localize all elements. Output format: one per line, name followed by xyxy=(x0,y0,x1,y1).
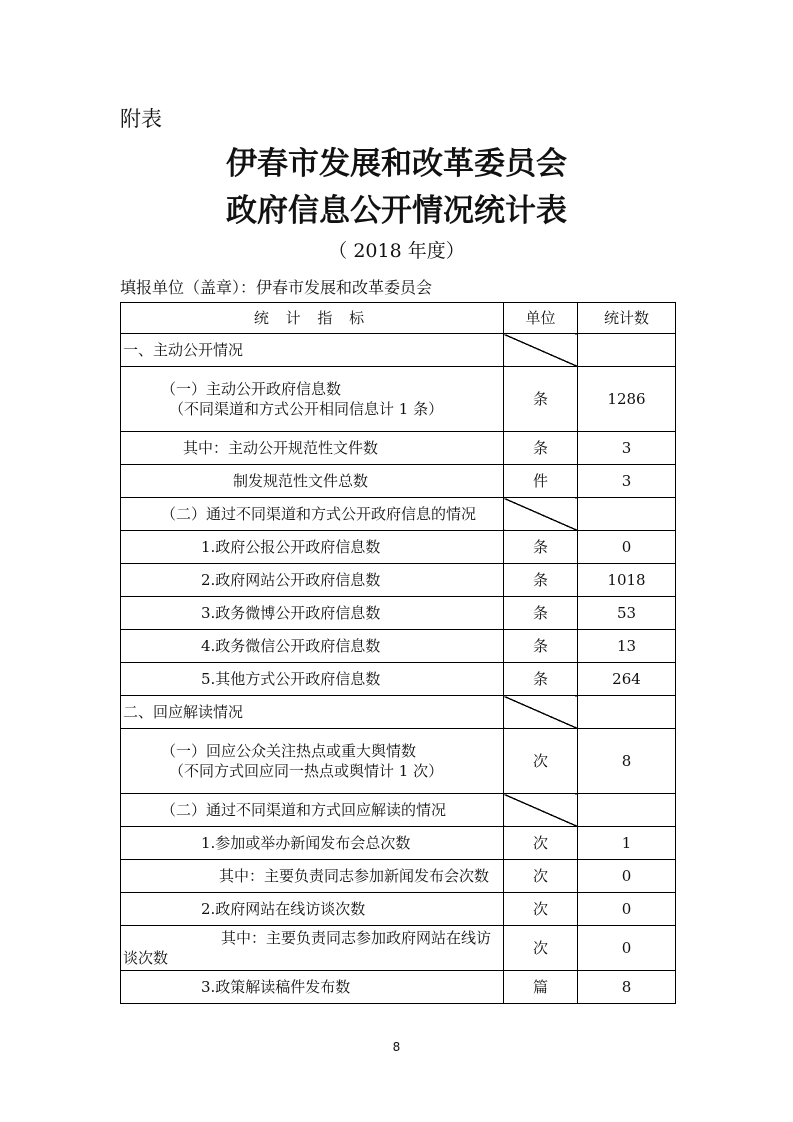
row-unit: 次 xyxy=(504,729,578,794)
column-header-count: 统计数 xyxy=(578,303,676,334)
row-value: 8 xyxy=(578,729,676,794)
column-header-indicator: 统 计 指 标 xyxy=(121,303,504,334)
table-row xyxy=(121,663,676,696)
table-row xyxy=(121,860,676,893)
diagonal-cell xyxy=(504,498,578,531)
row-value: 1286 xyxy=(578,367,676,432)
row-label: 其中：主要负责同志参加新闻发布会次数 xyxy=(121,860,504,893)
diagonal-cell xyxy=(504,334,578,367)
row-unit: 条 xyxy=(504,564,578,597)
row-label: 2.政府网站公开政府信息数 xyxy=(121,564,504,597)
row-unit: 条 xyxy=(504,367,578,432)
table-row xyxy=(121,729,676,794)
row-value: 0 xyxy=(578,926,676,971)
table-header-row xyxy=(121,303,676,334)
table-row xyxy=(121,465,676,498)
table-row xyxy=(121,564,676,597)
document-title-line1: 伊春市发展和改革委员会 xyxy=(226,146,567,182)
row-label: 制发规范性文件总数 xyxy=(121,465,504,498)
row-value: 264 xyxy=(578,663,676,696)
row-label: 3.政务微博公开政府信息数 xyxy=(121,597,504,630)
row-label-main: （一）回应公众关注热点或重大舆情数 xyxy=(161,741,417,760)
row-unit: 条 xyxy=(504,432,578,465)
row-unit: 次 xyxy=(504,860,578,893)
row-value: 1018 xyxy=(578,564,676,597)
row-value: 3 xyxy=(578,465,676,498)
table-row xyxy=(121,334,676,367)
table-row xyxy=(121,597,676,630)
row-label-note: （不同方式回应同一热点或舆情计 1 次） xyxy=(169,762,444,780)
row-unit: 次 xyxy=(504,926,578,971)
row-label: 1.参加或举办新闻发布会总次数 xyxy=(121,827,504,860)
row-label-text: 其中：主要负责同志参加政府网站在线访谈次数 xyxy=(123,928,492,967)
table-row xyxy=(121,367,676,432)
row-unit: 次 xyxy=(504,827,578,860)
report-year: （ 2018 年度） xyxy=(328,240,465,262)
row-label: （二）通过不同渠道和方式回应解读的情况 xyxy=(121,794,504,827)
table-row xyxy=(121,926,676,971)
row-value: 53 xyxy=(578,597,676,630)
row-value: 13 xyxy=(578,630,676,663)
filing-unit: 填报单位（盖章）：伊春市发展和改革委员会 xyxy=(120,278,433,297)
row-label: 3.政策解读稿件发布数 xyxy=(121,971,504,1004)
table-row xyxy=(121,794,676,827)
table-row xyxy=(121,531,676,564)
table-row xyxy=(121,971,676,1004)
row-label: 5.其他方式公开政府信息数 xyxy=(121,663,504,696)
row-label: 一、主动公开情况 xyxy=(121,334,504,367)
row-value: 3 xyxy=(578,432,676,465)
table-row xyxy=(121,827,676,860)
row-unit: 篇 xyxy=(504,971,578,1004)
page-number: 8 xyxy=(392,1040,401,1054)
table-row xyxy=(121,630,676,663)
row-value: 1 xyxy=(578,827,676,860)
row-unit: 次 xyxy=(504,893,578,926)
table-row xyxy=(121,498,676,531)
diagonal-cell xyxy=(504,794,578,827)
row-label: 1.政府公报公开政府信息数 xyxy=(121,531,504,564)
statistics-table xyxy=(120,302,676,1004)
row-value xyxy=(578,334,676,367)
row-value xyxy=(578,696,676,729)
row-value: 0 xyxy=(578,531,676,564)
row-unit: 条 xyxy=(504,663,578,696)
table-row xyxy=(121,893,676,926)
row-value: 0 xyxy=(578,893,676,926)
row-label: （二）通过不同渠道和方式公开政府信息的情况 xyxy=(121,498,504,531)
row-value xyxy=(578,498,676,531)
row-unit: 件 xyxy=(504,465,578,498)
row-unit: 条 xyxy=(504,531,578,564)
document-title-line2: 政府信息公开情况统计表 xyxy=(226,193,567,229)
column-header-unit: 单位 xyxy=(504,303,578,334)
row-value: 0 xyxy=(578,860,676,893)
row-value xyxy=(578,794,676,827)
diagonal-cell xyxy=(504,696,578,729)
row-label xyxy=(121,926,504,971)
row-label xyxy=(121,367,504,432)
row-label-note: （不同渠道和方式公开相同信息计 1 条） xyxy=(169,400,444,418)
row-label: 其中：主动公开规范性文件数 xyxy=(121,432,504,465)
row-label: 4.政务微信公开政府信息数 xyxy=(121,630,504,663)
table-row xyxy=(121,696,676,729)
row-label: 2.政府网站在线访谈次数 xyxy=(121,893,504,926)
row-unit: 条 xyxy=(504,630,578,663)
row-label xyxy=(121,729,504,794)
table-row xyxy=(121,432,676,465)
row-label: 二、回应解读情况 xyxy=(121,696,504,729)
row-unit: 条 xyxy=(504,597,578,630)
row-value: 8 xyxy=(578,971,676,1004)
row-label-main: （一）主动公开政府信息数 xyxy=(161,379,342,398)
appendix-label: 附表 xyxy=(120,107,162,131)
